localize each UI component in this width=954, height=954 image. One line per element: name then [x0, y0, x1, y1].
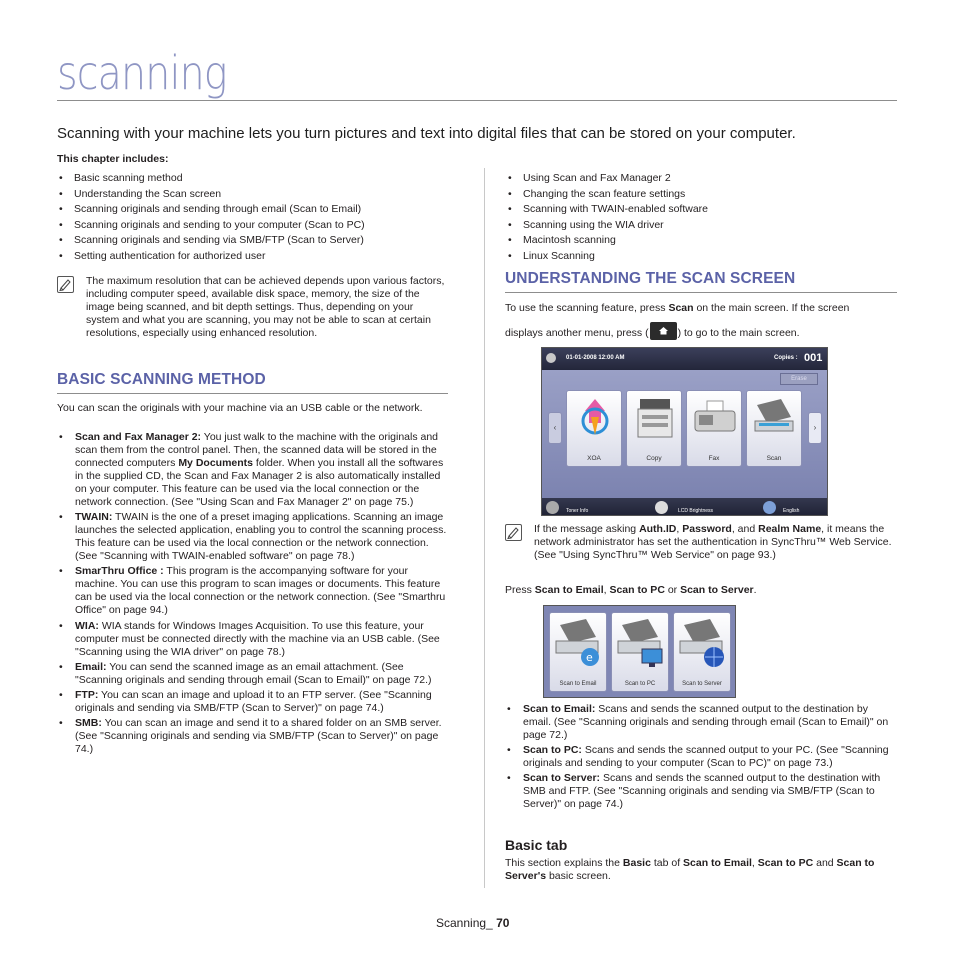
list-item	[505, 703, 897, 742]
screen-datetime: 01-01-2008 12:00 AM	[566, 355, 625, 361]
term: SmarThru Office :	[75, 565, 164, 578]
footer-label: Scanning_	[436, 916, 493, 930]
status-icon	[546, 353, 556, 363]
list-item	[57, 431, 449, 509]
text: basic screen.	[546, 870, 611, 882]
right-arrow-icon: ›	[808, 412, 822, 444]
understanding-heading: UNDERSTANDING THE SCAN SCREEN	[505, 270, 796, 287]
text: ) to go to the main screen.	[677, 327, 800, 339]
brightness-icon	[655, 501, 668, 514]
tile-scan	[746, 390, 802, 467]
term: WIA:	[75, 619, 99, 632]
note-icon	[505, 524, 522, 541]
chapter-label: This chapter includes:	[57, 153, 169, 165]
list-item: • Scanning originals and sending via SMB/FTP (Scan to Server)	[57, 233, 365, 249]
text: displays another menu, press (	[505, 327, 649, 339]
text: If the message asking	[534, 523, 640, 535]
page-title: scanning	[57, 46, 227, 100]
tile-label: Scan to Server	[682, 681, 722, 687]
tile-fax	[686, 390, 742, 467]
term: Scan to Email:	[523, 703, 596, 715]
screen-copies-value: 001	[804, 352, 823, 364]
scan-screen-image	[543, 605, 736, 698]
tile-label: XOA	[587, 455, 601, 462]
list-item: • Scanning originals and sending through email (Scan to Email)	[57, 202, 365, 218]
text-bold: Scan to Email	[683, 857, 752, 869]
text: .	[753, 584, 757, 596]
page-number: 70	[496, 916, 510, 930]
text-bold: Scan to Email	[534, 584, 604, 596]
desc-text: You just walk to the machine with the originals and scan them from the control panel. Then, the scanned data will be stored in the connected computers	[75, 431, 439, 469]
left-arrow-icon: ‹	[548, 412, 562, 444]
tile-scan-to-pc	[611, 612, 669, 692]
list-item: • Understanding the Scan screen	[57, 187, 365, 203]
basic-methods-list	[57, 431, 449, 758]
text-bold: Scan to PC	[609, 584, 665, 596]
term: Scan to Server:	[523, 772, 601, 785]
text: and	[813, 857, 837, 869]
list-item: • Changing the scan feature settings	[506, 187, 708, 203]
note-icon	[57, 276, 74, 293]
list-item	[57, 689, 449, 715]
list-item	[57, 620, 449, 659]
toner-icon	[546, 501, 559, 514]
list-item	[57, 565, 449, 617]
home-button-icon	[650, 322, 677, 340]
list-item: • Using Scan and Fax Manager 2	[506, 171, 708, 187]
understanding-p1	[505, 302, 900, 315]
term: TWAIN:	[75, 511, 113, 524]
text-bold: Password	[682, 523, 732, 535]
text-bold: Realm Name	[758, 523, 822, 535]
erase-button: Erase	[780, 373, 818, 385]
list-item: • Setting authentication for authorized user	[57, 249, 365, 265]
list-item	[57, 717, 449, 756]
intro-text: Scanning with your machine lets you turn pictures and text into digital files that can be stored on your computer.	[57, 125, 796, 142]
section-divider	[57, 393, 448, 394]
basic-heading: BASIC SCANNING METHOD	[57, 371, 266, 388]
text: , it means the network administrator has set the authentication in SyncThru™ Web Service. (See "Using SyncThru™ Web Service" on page 93.)	[534, 523, 892, 561]
text: tab of	[650, 857, 684, 869]
desc-text: TWAIN is the one of a preset imaging applications. Scanning an image launches the selected application, enabling you to control the scanning process. This feature can be used via the local connection or the network connection. (See "Scanning with TWAIN-enabled software" on page 78.)	[75, 511, 447, 563]
list-item: • Scanning using the WIA driver	[506, 218, 708, 234]
list-item: • Scanning with TWAIN-enabled software	[506, 202, 708, 218]
text-bold: Auth.ID	[639, 523, 677, 535]
tile-label: Copy	[646, 455, 662, 462]
list-item	[505, 772, 897, 811]
screen-bottom-bar	[542, 498, 827, 516]
desc-bold: My Documents	[178, 457, 253, 469]
desc-text: This program is the accompanying software for your machine. You can use this program to scan images or documents. This feature can be used via the local connection or the network connection. (See "Smarthru Office" on page 94.)	[75, 565, 446, 617]
title-divider	[57, 100, 897, 101]
text: on the main screen. If the screen	[693, 302, 850, 314]
text: ,	[603, 584, 610, 596]
text: To use the scanning feature, press	[505, 302, 669, 314]
press-instruction	[505, 584, 757, 597]
tile-scan-to-email	[549, 612, 607, 692]
tile-label: Scan to Email	[559, 681, 597, 687]
desc-text: WIA stands for Windows Images Acquisition. To use this feature, your computer must be connected directly with the machine via an USB cable. (See "Scanning using the WIA driver" on page 78.)	[75, 619, 440, 658]
text: ,	[751, 857, 758, 869]
language-label: English	[783, 508, 800, 514]
text-bold: Scan	[668, 302, 694, 314]
toner-info-label: Toner Info	[566, 508, 589, 514]
understanding-p2	[505, 322, 800, 344]
screen-copies-label: Copies :	[774, 355, 798, 361]
svg-text:e: e	[586, 651, 593, 664]
section-divider	[505, 292, 897, 293]
list-item: • Basic scanning method	[57, 171, 365, 187]
text-bold: Basic	[622, 857, 651, 869]
column-divider	[484, 168, 485, 888]
text-bold: Scan to PC	[757, 857, 814, 869]
page-footer	[436, 916, 509, 930]
term: SMB:	[75, 717, 102, 730]
chapter-list-left	[57, 171, 365, 265]
desc-text: You can scan an image and send it to a shared folder on an SMB server. (See "Scanning originals and sending via SMB/FTP (Scan to Server)" on page 74.)	[75, 717, 442, 756]
text: or	[664, 584, 681, 596]
text: Press	[505, 584, 535, 596]
chapter-list-right	[506, 171, 708, 265]
list-item	[57, 511, 449, 563]
text: , and	[731, 523, 759, 535]
desc-text: Scans and sends the scanned output to the destination by email. (See "Scanning originals and sending through email (Scan to Email)" on page 72.)	[523, 703, 889, 741]
basic-tab-text	[505, 857, 897, 883]
text: ,	[676, 523, 683, 535]
tile-label: Scan	[766, 455, 782, 462]
note-resolution: The maximum resolution that can be achieved depends upon various factors, including computer speed, available disk space, memory, the size of the image being scanned, and bit depth settings. Thus, depending on your system and what you are scanning, you may not be able to scan at certain resolutions, especially using enhanced resolution.	[86, 275, 445, 339]
text: This section explains the	[505, 857, 623, 869]
desc-text: Scans and sends the scanned output to the destination with SMB and FTP. (See "Scanning originals and sending via SMB/FTP (Scan to Server)" on page 74.)	[523, 772, 881, 811]
term: Email:	[75, 660, 107, 673]
term: FTP:	[75, 688, 99, 701]
tile-copy	[626, 390, 682, 467]
term: Scan and Fax Manager 2:	[75, 431, 202, 443]
tile-label: Scan to PC	[624, 681, 656, 687]
term: Scan to PC:	[523, 744, 582, 757]
desc-text: You can scan an image and upload it to an FTP server. (See "Scanning originals and sending via SMB/FTP (Scan to Server)" on page 74.)	[75, 688, 432, 714]
text-bold: Scan to Server	[680, 584, 754, 596]
lcd-brightness-label: LCD Brightness	[678, 508, 714, 514]
list-item: • Linux Scanning	[506, 249, 708, 265]
list-item	[57, 661, 449, 687]
list-item: • Macintosh scanning	[506, 233, 708, 249]
list-item	[505, 744, 897, 770]
desc-text: folder. When you install all the softwares in the supplied CD, the Scan and Fax Manager 2 is also automatically installed on your computer. This feature can be used via the local connection or the network connection. (See "Using Scan and Fax Manager 2" on page 75.)	[75, 457, 444, 508]
tile-label: Fax	[708, 455, 720, 462]
tile-xoa	[566, 390, 622, 467]
main-screen-image	[541, 347, 828, 516]
basic-intro: You can scan the originals with your machine via an USB cable or the network.	[57, 402, 423, 414]
tile-scan-to-server	[673, 612, 731, 692]
screen-status-bar	[542, 348, 827, 370]
scan-destinations-list	[505, 703, 897, 814]
desc-text: Scans and sends the scanned output to your PC. (See "Scanning originals and sending to your computer (Scan to PC)" on page 73.)	[523, 744, 889, 770]
text-bold: Scan to Server's	[505, 857, 875, 882]
note-authentication	[534, 523, 896, 562]
list-item: • Scanning originals and sending to your computer (Scan to PC)	[57, 218, 365, 234]
basic-tab-heading: Basic tab	[505, 837, 568, 853]
language-icon	[763, 501, 776, 514]
desc-text: You can send the scanned image as an email attachment. (See "Scanning originals and sending through email (Scan to Email)" on page 72.)	[75, 660, 432, 686]
